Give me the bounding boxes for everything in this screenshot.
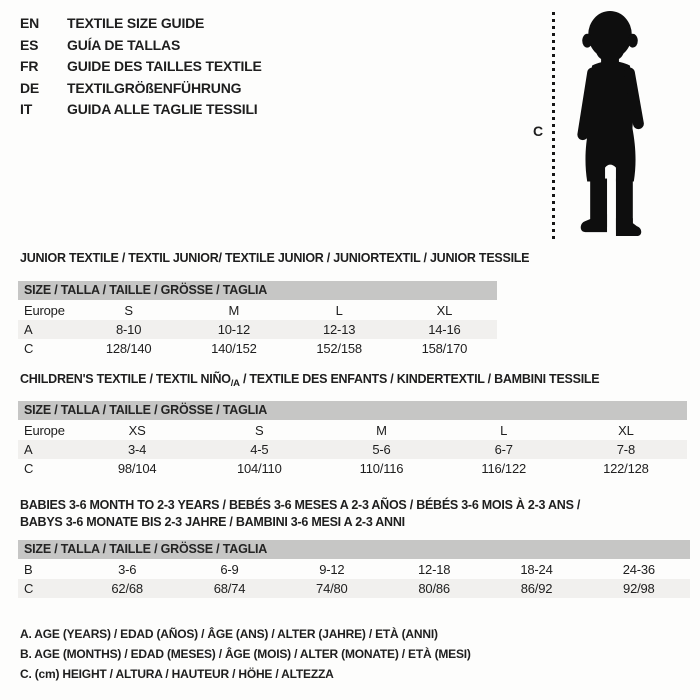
height-cell: 98/104 xyxy=(117,461,157,476)
language-code: DE xyxy=(20,79,40,96)
size-cell: S xyxy=(255,423,264,438)
table-row xyxy=(18,459,687,478)
height-cell: 122/128 xyxy=(603,461,649,476)
height-cell: 86/92 xyxy=(520,581,553,596)
size-cell: L xyxy=(335,303,343,318)
language-code: IT xyxy=(20,101,33,117)
height-cell: 62/68 xyxy=(111,581,143,596)
table-row xyxy=(18,421,687,440)
legend-line-a: A. AGE (YEARS) / EDAD (AÑOS) / ÂGE (ANS) / ALTER (JAHRE) / ETÀ (ANNI) xyxy=(20,627,438,641)
junior-size-table xyxy=(18,281,497,358)
legend-line-c: C. (cm) HEIGHT / ALTURA / HAUTEUR / HÖHE / ALTEZZA xyxy=(20,667,334,681)
row-label: A xyxy=(24,442,33,457)
height-cell: 110/116 xyxy=(359,461,404,476)
language-code: EN xyxy=(20,15,40,31)
language-label: GUIDA ALLE TAGLIE TESSILI xyxy=(67,101,258,117)
language-label: TEXTILE SIZE GUIDE xyxy=(67,15,205,31)
children-section-title xyxy=(20,371,599,392)
age-cell: 24-36 xyxy=(622,562,655,577)
age-cell: 14-16 xyxy=(428,322,461,337)
language-label: GUÍA DE TALLAS xyxy=(67,36,181,53)
size-cell: M xyxy=(228,303,240,318)
height-cell: 158/170 xyxy=(421,341,468,356)
table-row xyxy=(18,560,690,579)
children-title-part2: / TEXTILE DES ENFANTS / KINDERTEXTIL / BAMBINI TESSILE xyxy=(239,372,600,386)
toddler-silhouette-icon xyxy=(561,10,661,248)
size-cell: XL xyxy=(436,303,453,318)
table-row xyxy=(18,339,497,358)
table-row xyxy=(18,579,690,598)
row-label: C xyxy=(24,461,34,476)
language-code: FR xyxy=(20,58,39,74)
age-cell: 12-18 xyxy=(418,562,451,577)
age-cell: 9-12 xyxy=(319,562,345,577)
size-cell: S xyxy=(124,303,133,318)
age-cell: 3-6 xyxy=(118,562,137,577)
age-cell: 5-6 xyxy=(372,442,391,457)
row-label: Europe xyxy=(24,303,65,318)
size-cell: M xyxy=(376,423,387,438)
row-label: Europe xyxy=(24,423,65,438)
height-cell: 116/122 xyxy=(481,461,527,476)
table-row xyxy=(18,301,497,320)
language-list xyxy=(20,13,262,121)
age-cell: 4-5 xyxy=(250,442,269,457)
size-table-header: SIZE / TALLA / TAILLE / GRÖSSE / TAGLIA xyxy=(18,401,687,420)
language-label: TEXTILGRÖßENFÜHRUNG xyxy=(67,79,242,96)
age-cell: 3-4 xyxy=(127,442,147,457)
row-label: C xyxy=(24,341,34,356)
size-table-header: SIZE / TALLA / TAILLE / GRÖSSE / TAGLIA xyxy=(18,281,497,300)
height-cell: 74/80 xyxy=(316,581,348,596)
children-size-table xyxy=(18,401,687,478)
size-table-header: SIZE / TALLA / TAILLE / GRÖSSE / TAGLIA xyxy=(18,540,690,559)
babies-section-title-line1: BABIES 3-6 MONTH TO 2-3 YEARS / BEBÉS 3-6 MESES A 2-3 AÑOS / BÉBÉS 3-6 MOIS À 2-3 ANS / xyxy=(20,498,581,512)
age-cell: 18-24 xyxy=(520,562,553,577)
height-cell: 68/74 xyxy=(213,581,246,596)
legend xyxy=(20,624,471,684)
height-cell: 104/110 xyxy=(236,461,282,476)
babies-size-table xyxy=(18,540,690,598)
row-label: A xyxy=(24,322,33,337)
height-cell: 128/140 xyxy=(105,341,152,356)
age-cell: 7-8 xyxy=(616,442,635,457)
size-cell: XS xyxy=(128,423,146,438)
children-title-subscript: /A xyxy=(230,378,240,389)
children-title-part1: CHILDREN'S TEXTILE / TEXTIL NIÑO xyxy=(20,372,231,386)
size-cell: XL xyxy=(618,423,634,438)
height-measure-dotted-line xyxy=(552,12,555,243)
legend-line-b: B. AGE (MONTHS) / EDAD (MESES) / ÂGE (MOIS) / ALTER (MONATE) / ETÀ (MESI) xyxy=(20,647,471,661)
table-row xyxy=(18,320,497,339)
size-cell: L xyxy=(500,423,508,438)
age-cell: 6-7 xyxy=(494,442,513,457)
height-cell: 80/86 xyxy=(418,581,450,596)
age-cell: 8-10 xyxy=(116,322,142,337)
height-cell: 152/158 xyxy=(316,341,362,356)
row-label: B xyxy=(24,562,33,577)
language-code: ES xyxy=(20,36,39,53)
row-label: C xyxy=(24,581,34,596)
babies-section-title-line2: BABYS 3-6 MONATE BIS 2-3 JAHRE / BAMBINI 3-6 MESI A 2-3 ANNI xyxy=(20,515,405,529)
table-row xyxy=(18,440,687,459)
age-cell: 6-9 xyxy=(220,562,239,577)
language-label: GUIDE DES TAILLES TEXTILE xyxy=(67,58,262,74)
age-cell: 12-13 xyxy=(323,322,356,337)
junior-section-title: JUNIOR TEXTILE / TEXTIL JUNIOR/ TEXTILE JUNIOR / JUNIORTEXTIL / JUNIOR TESSILE xyxy=(20,251,530,265)
height-cell: 92/98 xyxy=(623,581,655,596)
height-label-c: C xyxy=(533,123,544,139)
age-cell: 10-12 xyxy=(217,322,250,337)
height-cell: 140/152 xyxy=(211,341,257,356)
